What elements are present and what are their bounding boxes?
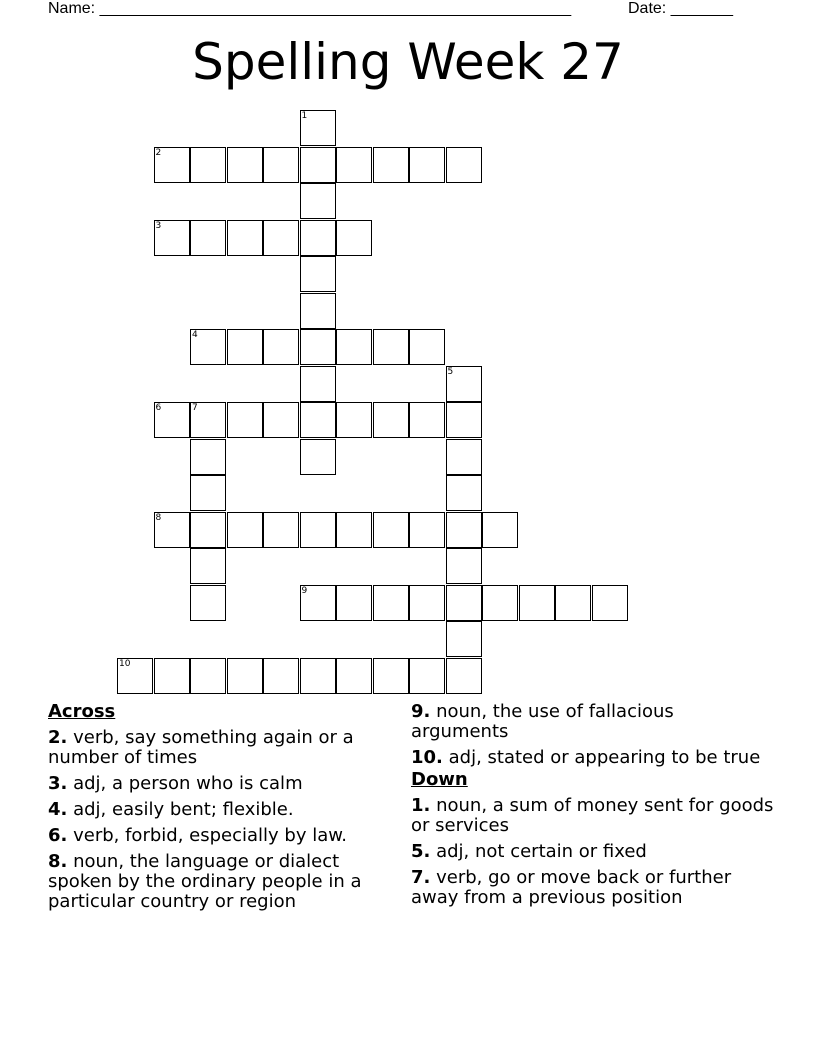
grid-cell[interactable]	[154, 512, 190, 548]
grid-cell[interactable]	[336, 402, 372, 438]
clue-text: adj, stated or appearing to be true	[442, 747, 761, 768]
clue-across-8	[48, 852, 393, 912]
grid-cell[interactable]	[190, 402, 226, 438]
grid-cell[interactable]	[373, 512, 409, 548]
grid-cell[interactable]	[409, 658, 445, 694]
grid-cell[interactable]	[336, 585, 372, 621]
clue-down-1	[411, 796, 776, 836]
clue-across-6	[48, 826, 393, 846]
grid-cell[interactable]	[555, 585, 591, 621]
grid-cell[interactable]	[227, 512, 263, 548]
grid-cell[interactable]	[300, 293, 336, 329]
clue-across-9	[411, 702, 776, 742]
grid-cell[interactable]	[300, 220, 336, 256]
clue-text: verb, forbid, especially by law.	[67, 825, 348, 846]
cell-number: 6	[155, 403, 162, 413]
grid-cell[interactable]	[154, 658, 190, 694]
grid-cell[interactable]	[227, 329, 263, 365]
grid-cell[interactable]	[336, 220, 372, 256]
clues-column-2	[411, 702, 776, 914]
grid-cell[interactable]	[263, 512, 299, 548]
clues-column-1	[48, 702, 393, 918]
grid-cell[interactable]	[190, 585, 226, 621]
cell-number: 8	[155, 512, 162, 523]
grid-cell[interactable]	[446, 439, 482, 475]
grid-cell[interactable]	[409, 329, 445, 365]
clue-across-3	[48, 774, 393, 794]
grid-cell[interactable]	[446, 621, 482, 657]
grid-cell[interactable]	[446, 512, 482, 548]
grid-cell[interactable]	[227, 220, 263, 256]
grid-cell[interactable]	[373, 329, 409, 365]
clue-down-5	[411, 842, 776, 862]
grid-cell[interactable]	[300, 183, 336, 219]
grid-cell[interactable]	[300, 147, 336, 183]
grid-cell[interactable]	[336, 329, 372, 365]
grid-cell[interactable]	[263, 329, 299, 365]
grid-cell[interactable]	[263, 147, 299, 183]
grid-cell[interactable]	[373, 147, 409, 183]
grid-cell[interactable]	[263, 658, 299, 694]
grid-cell[interactable]	[446, 402, 482, 438]
clue-across-10	[411, 748, 776, 768]
clue-number: 9.	[411, 701, 431, 722]
grid-cell[interactable]	[409, 402, 445, 438]
page-title: Spelling Week 27	[192, 33, 624, 91]
grid-cell[interactable]	[300, 256, 336, 292]
clue-across-2	[48, 728, 393, 768]
grid-cell[interactable]	[446, 548, 482, 584]
grid-cell[interactable]	[446, 147, 482, 183]
grid-cell[interactable]	[482, 585, 518, 621]
grid-cell[interactable]	[227, 147, 263, 183]
clue-down-7	[411, 868, 776, 908]
grid-cell[interactable]	[446, 475, 482, 511]
grid-cell[interactable]	[190, 439, 226, 475]
clue-across-4	[48, 800, 393, 820]
grid-cell[interactable]	[336, 658, 372, 694]
grid-cell[interactable]	[190, 512, 226, 548]
clue-text: noun, the use of fallacious arguments	[411, 701, 674, 742]
grid-cell[interactable]	[227, 658, 263, 694]
grid-cell[interactable]	[300, 329, 336, 365]
clue-number: 10.	[411, 747, 443, 768]
cell-number: 9	[301, 585, 308, 596]
clue-number: 4.	[48, 799, 68, 820]
grid-cell[interactable]	[190, 658, 226, 694]
name-line[interactable]: Name: _____________________________________________________	[48, 0, 572, 17]
clue-text: noun, the language or dialect spoken by the ordinary people in a particular country or region	[48, 851, 362, 912]
grid-cell[interactable]	[190, 548, 226, 584]
clue-text: noun, a sum of money sent for goods or services	[411, 795, 774, 836]
cell-number: 10	[119, 658, 131, 669]
grid-cell[interactable]	[154, 220, 190, 256]
grid-cell[interactable]	[117, 658, 153, 694]
clue-text: adj, not certain or fixed	[430, 841, 647, 862]
grid-cell[interactable]	[190, 220, 226, 256]
grid-cell[interactable]	[300, 110, 336, 146]
cell-number: 2	[155, 147, 162, 158]
grid-cell[interactable]	[446, 658, 482, 694]
grid-cell[interactable]	[336, 147, 372, 183]
clue-text: adj, a person who is calm	[67, 773, 303, 794]
clue-number: 1.	[411, 795, 431, 816]
grid-cell[interactable]	[373, 585, 409, 621]
grid-cell[interactable]	[190, 475, 226, 511]
cell-number: 5	[447, 366, 454, 377]
clue-number: 8.	[48, 851, 68, 872]
grid-cell[interactable]	[190, 147, 226, 183]
grid-cell[interactable]	[227, 402, 263, 438]
grid-cell[interactable]	[263, 220, 299, 256]
across-heading: Across	[48, 701, 116, 722]
clue-number: 2.	[48, 727, 68, 748]
grid-cell[interactable]	[300, 402, 336, 438]
clue-number: 7.	[411, 867, 431, 888]
grid-cell[interactable]	[300, 512, 336, 548]
cell-number: 7	[192, 403, 198, 413]
grid-cell[interactable]	[446, 366, 482, 402]
clue-number: 6.	[48, 825, 68, 846]
grid-cell[interactable]	[519, 585, 555, 621]
grid-cell[interactable]	[154, 147, 190, 183]
grid-cell[interactable]	[300, 658, 336, 694]
clue-text: verb, go or move back or further away from a previous position	[411, 867, 732, 908]
down-heading: Down	[411, 769, 468, 790]
grid-cell[interactable]	[373, 402, 409, 438]
cell-number: 4	[192, 330, 198, 340]
grid-cell[interactable]	[336, 512, 372, 548]
grid-cell[interactable]	[446, 585, 482, 621]
clue-text: verb, say something again or a number of times	[48, 727, 354, 768]
grid-cell[interactable]	[409, 147, 445, 183]
grid-cell[interactable]	[409, 585, 445, 621]
clue-text: adj, easily bent; flexible.	[67, 799, 294, 820]
grid-cell[interactable]	[409, 512, 445, 548]
cell-number: 1	[301, 111, 308, 121]
grid-cell[interactable]	[300, 439, 336, 475]
grid-cell[interactable]	[154, 402, 190, 438]
grid-cell[interactable]	[300, 585, 336, 621]
clue-number: 5.	[411, 841, 431, 862]
grid-cell[interactable]	[300, 366, 336, 402]
cell-number: 3	[155, 220, 162, 231]
grid-cell[interactable]	[263, 402, 299, 438]
grid-cell[interactable]	[190, 329, 226, 365]
grid-cell[interactable]	[592, 585, 628, 621]
clue-number: 3.	[48, 773, 68, 794]
grid-cell[interactable]	[482, 512, 518, 548]
date-line[interactable]: Date: _______	[628, 0, 733, 17]
grid-cell[interactable]	[373, 658, 409, 694]
